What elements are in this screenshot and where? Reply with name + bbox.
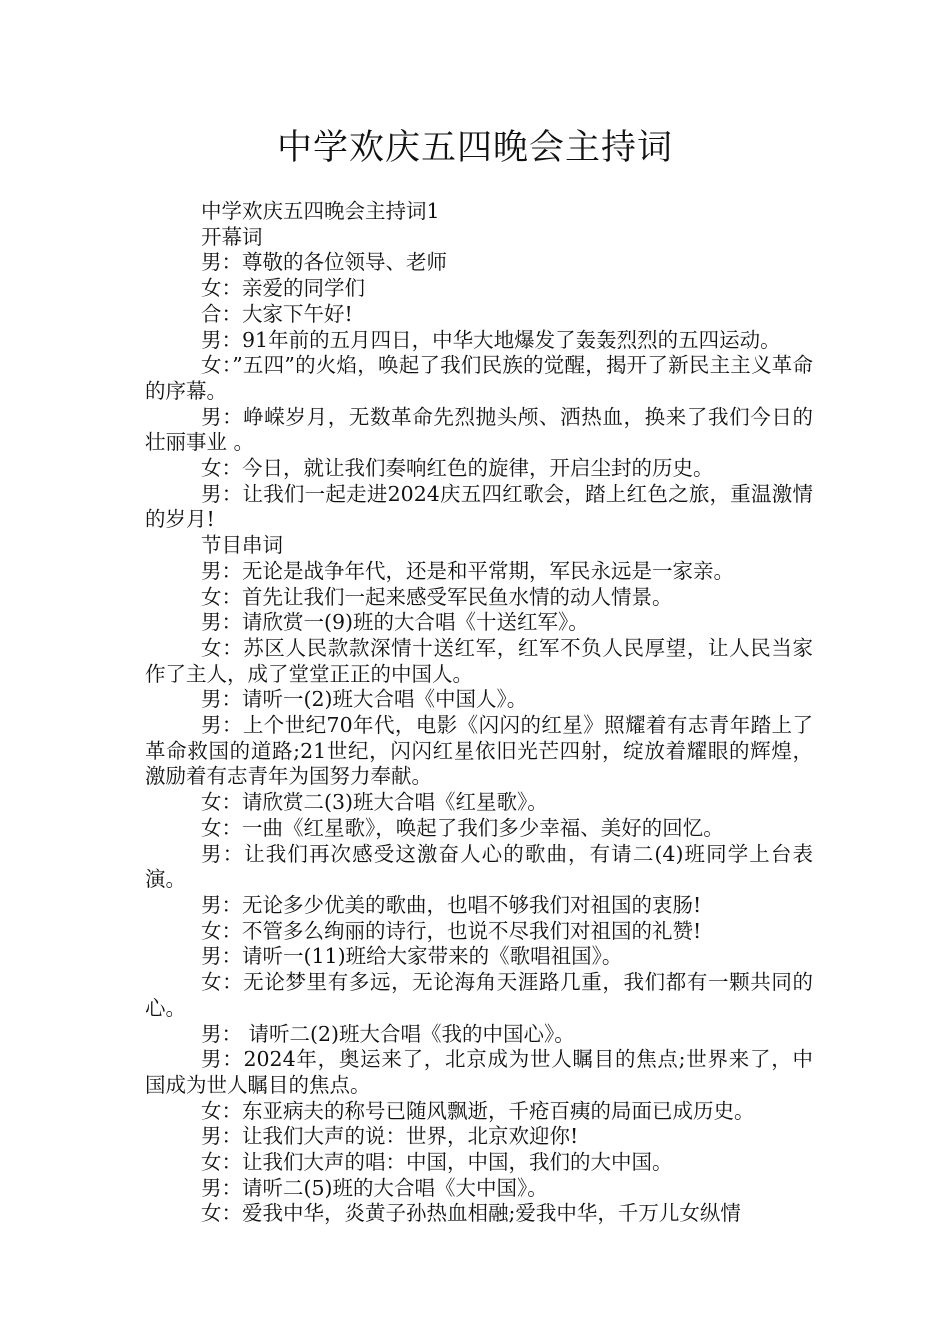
paragraph-17: 男：上个世纪70年代，电影《闪闪的红星》照耀着有志青年踏上了革命救国的道路;21世纪，闪闪红星依旧光芒四射，绽放着耀眼的辉煌，激励着有志青年为国努力奉献。	[145, 713, 813, 789]
paragraph-16: 男：请听一(2)班大合唱《中国人》。	[201, 687, 528, 712]
paragraph-25: 男： 请听二(2)班大合唱《我的中国心》。	[201, 1021, 575, 1046]
paragraph-18: 女：请欣赏二(3)班大合唱《红星歌》。	[201, 790, 548, 815]
paragraph-21: 男：无论多少优美的歌曲，也唱不够我们对祖国的衷肠!	[201, 892, 702, 917]
paragraph-10: 男：让我们一起走进2024庆五四红歌会，踏上红色之旅，重温激情的岁月!	[145, 481, 813, 532]
paragraph-27: 女：东亚病夫的称号已随风飘逝，千疮百痍的局面已成历史。	[201, 1098, 755, 1123]
paragraph-23: 男：请听一(11)班给大家带来的《歌唱祖国》。	[201, 944, 623, 969]
paragraph-19: 女：一曲《红星歌》，唤起了我们多少幸福、美好的回忆。	[201, 815, 724, 840]
paragraph-11: 节目串词	[201, 533, 283, 558]
paragraph-30: 男：请听二(5)班的大合唱《大中国》。	[201, 1175, 548, 1200]
paragraph-2: 开幕词	[201, 224, 263, 249]
paragraph-12: 男：无论是战争年代，还是和平常期，军民永远是一家亲。	[201, 558, 734, 583]
paragraph-13: 女：首先让我们一起来感受军民鱼水情的动人情景。	[201, 584, 673, 609]
paragraph-15: 女：苏区人民款款深情十送红军，红军不负人民厚望，让人民当家作了主人，成了堂堂正正的中国人。	[145, 635, 813, 686]
paragraph-26: 男：2024年，奥运来了，北京成为世人瞩目的焦点;世界来了，中国成为世人瞩目的焦点。	[145, 1047, 813, 1097]
paragraph-24: 女：无论梦里有多远，无论海角天涯路几重，我们都有一颗共同的心。	[145, 970, 813, 1020]
paragraph-31: 女：爱我中华，炎黄子孙热血相融;爱我中华，千万儿女纵情	[201, 1201, 741, 1226]
paragraph-6: 男：91年前的五月四日，中华大地爆发了轰轰烈烈的五四运动。	[201, 327, 781, 352]
paragraph-4: 女：亲爱的同学们	[201, 276, 365, 301]
paragraph-28: 男：让我们大声的说：世界，北京欢迎你!	[201, 1124, 579, 1149]
paragraph-8: 男：峥嵘岁月，无数革命先烈抛头颅、洒热血，换来了我们今日的壮丽事业 。	[145, 404, 813, 455]
document-title: 中学欢庆五四晚会主持词	[276, 128, 673, 168]
paragraph-9: 女：今日，就让我们奏响红色的旋律，开启尘封的历史。	[201, 456, 714, 481]
paragraph-7: 女：”五四”的火焰，唤起了我们民族的觉醒，揭开了新民主主义革命的序幕。	[145, 353, 813, 403]
paragraph-1: 中学欢庆五四晚会主持词1	[201, 199, 440, 223]
paragraph-14: 男：请欣赏一(9)班的大合唱《十送红军》。	[201, 610, 589, 635]
paragraph-5: 合：大家下午好!	[201, 301, 353, 326]
paragraph-29: 女：让我们大声的唱：中国，中国，我们的大中国。	[201, 1150, 673, 1175]
paragraph-22: 女：不管多么绚丽的诗行，也说不尽我们对祖国的礼赞!	[201, 918, 702, 943]
paragraph-20: 男：让我们再次感受这激奋人心的歌曲，有请二(4)班同学上台表演。	[145, 841, 813, 892]
paragraph-3: 男：尊敬的各位领导、老师	[201, 250, 447, 275]
document-body	[145, 199, 813, 1227]
